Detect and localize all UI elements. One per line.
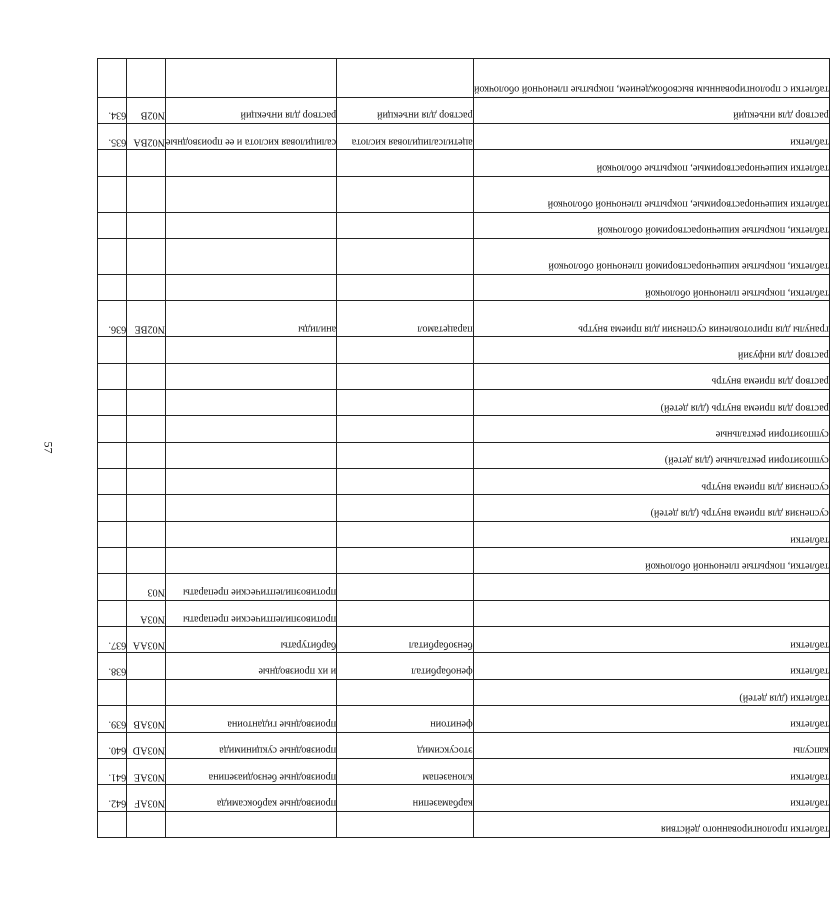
num-cell: 642. <box>98 785 127 811</box>
form-cell: суспензия для приема внутрь (для детей) <box>474 495 830 521</box>
form-cell: раствор для приема внутрь <box>474 363 830 389</box>
form-cell: таблетки кишечнорастворимые, покрытые пленочной оболочкой <box>474 176 830 212</box>
form-cell: таблетки <box>474 706 830 732</box>
field-row-num <box>98 59 127 838</box>
form-cell: таблетки, покрытые пленочной оболочкой <box>474 548 830 574</box>
form-cell: таблетки <box>474 627 830 653</box>
num-cell: 635. <box>98 123 127 149</box>
group-cell <box>166 389 337 415</box>
code-cell <box>127 389 166 415</box>
form-cell: капсулы <box>474 732 830 758</box>
group-cell <box>166 442 337 468</box>
code-cell <box>127 59 166 98</box>
num-cell <box>98 521 127 547</box>
num-cell <box>98 811 127 837</box>
group-cell <box>166 212 337 238</box>
inn-cell <box>337 150 474 176</box>
code-cell <box>127 468 166 494</box>
inn-cell <box>337 495 474 521</box>
code-cell: N03A <box>127 600 166 626</box>
num-cell <box>98 337 127 363</box>
group-cell <box>166 238 337 274</box>
inn-cell: клоназепам <box>337 758 474 784</box>
num-cell <box>98 574 127 600</box>
inn-cell: фенобарбитал <box>337 653 474 679</box>
code-cell <box>127 238 166 274</box>
group-cell <box>166 363 337 389</box>
code-cell <box>127 521 166 547</box>
form-cell: таблетки <box>474 521 830 547</box>
form-cell: раствор для приема внутрь (для детей) <box>474 389 830 415</box>
form-cell <box>474 600 830 626</box>
group-cell <box>166 679 337 705</box>
form-cell <box>474 574 830 600</box>
inn-cell: фенитоин <box>337 706 474 732</box>
form-cell: гранулы для приготовления суспензии для приема внутрь <box>474 301 830 337</box>
code-cell <box>127 212 166 238</box>
group-cell <box>166 416 337 442</box>
inn-cell <box>337 212 474 238</box>
field-row-form <box>474 59 830 838</box>
code-cell <box>127 337 166 363</box>
inn-cell <box>337 389 474 415</box>
form-cell: таблетки, покрытые пленочной оболочкой <box>474 274 830 300</box>
code-cell <box>127 653 166 679</box>
group-cell <box>166 176 337 212</box>
code-cell: N02BA <box>127 123 166 149</box>
inn-cell: парацетамол <box>337 301 474 337</box>
num-cell <box>98 363 127 389</box>
code-cell: N03AF <box>127 785 166 811</box>
field-row-inn <box>337 59 474 838</box>
inn-cell: бензобарбитал <box>337 627 474 653</box>
num-cell: 639. <box>98 706 127 732</box>
inn-cell <box>337 363 474 389</box>
num-cell <box>98 238 127 274</box>
group-cell <box>166 468 337 494</box>
inn-cell <box>337 811 474 837</box>
code-cell <box>127 442 166 468</box>
code-cell: N03AB <box>127 706 166 732</box>
form-cell: раствор для инфузий <box>474 337 830 363</box>
group-cell <box>166 521 337 547</box>
inn-cell <box>337 600 474 626</box>
group-cell: производные сукцинимида <box>166 732 337 758</box>
inn-cell <box>337 679 474 705</box>
group-cell <box>166 274 337 300</box>
group-cell: производные бензодиазепина <box>166 758 337 784</box>
group-cell: противоэпилептические препараты <box>166 574 337 600</box>
num-cell: 641. <box>98 758 127 784</box>
code-cell <box>127 679 166 705</box>
num-cell <box>98 274 127 300</box>
num-cell <box>98 468 127 494</box>
group-cell: салициловая кислота и ее производные <box>166 123 337 149</box>
code-cell: N02BE <box>127 301 166 337</box>
num-cell <box>98 59 127 98</box>
inn-cell <box>337 176 474 212</box>
code-cell <box>127 150 166 176</box>
form-cell: раствор для инъекций <box>474 97 830 123</box>
code-cell <box>127 495 166 521</box>
form-cell: таблетки кишечнорастворимые, покрытые оболочкой <box>474 150 830 176</box>
code-cell: N03AA <box>127 627 166 653</box>
code-cell: N03AE <box>127 758 166 784</box>
num-cell <box>98 416 127 442</box>
rotated-table-container <box>97 58 829 838</box>
num-cell: 637. <box>98 627 127 653</box>
code-cell <box>127 548 166 574</box>
code-cell <box>127 363 166 389</box>
form-cell: суспензия для приема внутрь <box>474 468 830 494</box>
inn-cell <box>337 521 474 547</box>
group-cell: противоэпилептические препараты <box>166 600 337 626</box>
group-cell: производные гидантоина <box>166 706 337 732</box>
group-cell <box>166 548 337 574</box>
num-cell: 636. <box>98 301 127 337</box>
group-cell: и их производные <box>166 653 337 679</box>
inn-cell <box>337 337 474 363</box>
group-cell: барбитураты <box>166 627 337 653</box>
num-cell: 638. <box>98 653 127 679</box>
group-cell <box>166 59 337 98</box>
num-cell <box>98 212 127 238</box>
inn-cell: карбамазепин <box>337 785 474 811</box>
form-cell: таблетки <box>474 758 830 784</box>
num-cell <box>98 389 127 415</box>
form-cell: таблетки (для детей) <box>474 679 830 705</box>
form-cell: таблетки пролонгированного действия <box>474 811 830 837</box>
form-cell: таблетки, покрытые кишечнорастворимой пленочной оболочкой <box>474 238 830 274</box>
inn-cell: ацетилсалициловая кислота <box>337 123 474 149</box>
group-cell: производные карбоксамида <box>166 785 337 811</box>
code-cell <box>127 811 166 837</box>
form-cell: таблетки <box>474 653 830 679</box>
num-cell: 640. <box>98 732 127 758</box>
inn-cell <box>337 574 474 600</box>
field-row-code <box>127 59 166 838</box>
inn-cell <box>337 548 474 574</box>
inn-cell: раствор для инъекций <box>337 97 474 123</box>
code-cell <box>127 176 166 212</box>
num-cell <box>98 548 127 574</box>
form-cell: суппозитории ректальные (для детей) <box>474 442 830 468</box>
group-cell <box>166 811 337 837</box>
code-cell: N03 <box>127 574 166 600</box>
inn-cell <box>337 416 474 442</box>
form-cell: таблетки с пролонгированным высвобождением, покрытые пленочной оболочкой <box>474 59 830 98</box>
form-cell: таблетки <box>474 123 830 149</box>
inn-cell <box>337 468 474 494</box>
group-cell: раствор для инъекций <box>166 97 337 123</box>
num-cell <box>98 176 127 212</box>
code-cell <box>127 274 166 300</box>
code-cell: N02B <box>127 97 166 123</box>
inn-cell <box>337 442 474 468</box>
inn-cell <box>337 238 474 274</box>
inn-cell <box>337 274 474 300</box>
form-cell: таблетки, покрытые кишечнорастворимой оболочкой <box>474 212 830 238</box>
group-cell <box>166 337 337 363</box>
drug-table <box>97 58 830 838</box>
num-cell <box>98 600 127 626</box>
num-cell <box>98 679 127 705</box>
inn-cell: этосуксимид <box>337 732 474 758</box>
num-cell <box>98 150 127 176</box>
inn-cell <box>337 59 474 98</box>
code-cell: N03AD <box>127 732 166 758</box>
group-cell: анилиды <box>166 301 337 337</box>
group-cell <box>166 150 337 176</box>
form-cell: суппозитории ректальные <box>474 416 830 442</box>
form-cell: таблетки <box>474 785 830 811</box>
num-cell <box>98 495 127 521</box>
page-number: 57 <box>41 441 56 454</box>
num-cell <box>98 442 127 468</box>
field-row-group <box>166 59 337 838</box>
code-cell <box>127 416 166 442</box>
group-cell <box>166 495 337 521</box>
num-cell: 634. <box>98 97 127 123</box>
